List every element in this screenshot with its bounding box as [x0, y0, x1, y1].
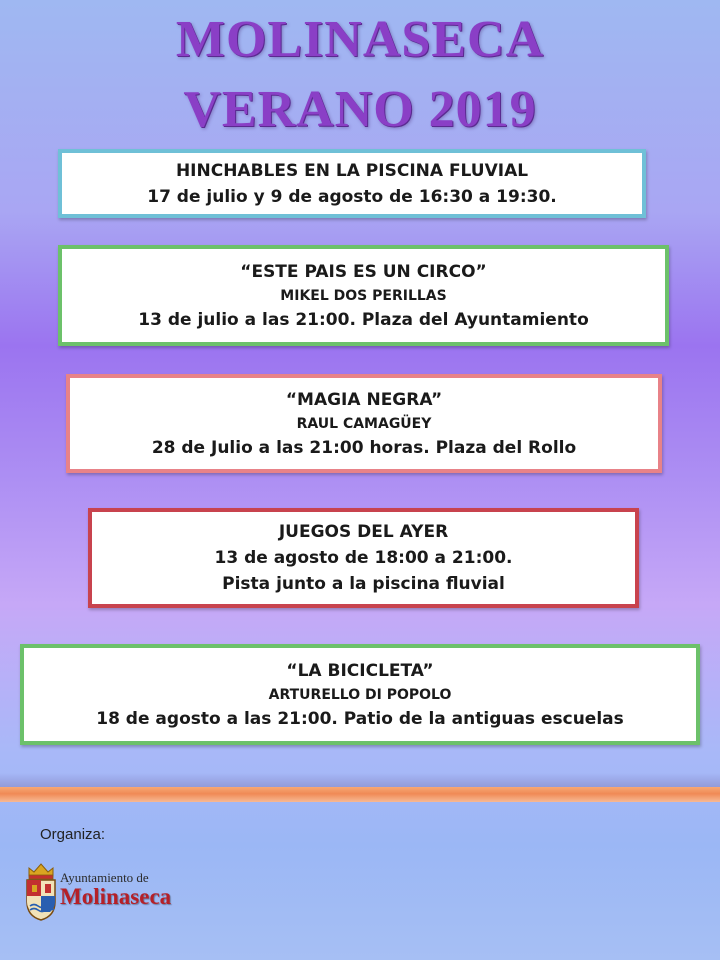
event-title: HINCHABLES EN LA PISCINA FLUVIAL [175, 160, 529, 181]
title-line-1: MOLINASECA [175, 11, 545, 68]
event-card-bicicleta [20, 644, 700, 745]
event-card-magia-negra [66, 374, 662, 473]
event-date: 13 de julio a las 21:00. Plaza del Ayuntamiento [138, 309, 589, 330]
event-date: 18 de agosto a las 21:00. Patio de la antiguas escuelas [96, 708, 624, 729]
event-card-hinchables [58, 149, 646, 218]
logo-big-text: Molinaseca [60, 884, 172, 909]
event-performer: ARTURELLO DI POPOLO [268, 686, 452, 703]
organiza-label: Organiza: [40, 826, 106, 843]
event-card-circo [58, 245, 669, 346]
event-title: “LA BICICLETA” [286, 660, 434, 681]
event-date: 13 de agosto de 18:00 a 21:00. [214, 548, 513, 568]
logo-small-text: Ayuntamiento de [60, 870, 149, 885]
event-date: 17 de julio y 9 de agosto de 16:30 a 19:30. [147, 186, 557, 207]
event-date: 28 de Julio a las 21:00 horas. Plaza del Rollo [151, 437, 577, 458]
event-title: “ESTE PAIS ES UN CIRCO” [240, 261, 487, 282]
event-performer: MIKEL DOS PERILLAS [280, 287, 447, 304]
divider-stripe [0, 787, 720, 802]
event-location: Pista junto a la piscina fluvial [222, 574, 505, 594]
event-title: JUEGOS DEL AYER [278, 522, 449, 542]
event-performer: RAUL CAMAGÜEY [296, 415, 432, 432]
ayuntamiento-logo [24, 862, 224, 924]
event-title: “MAGIA NEGRA” [285, 389, 443, 410]
coat-of-arms-icon [24, 862, 58, 922]
title-line-2: VERANO 2019 [183, 81, 537, 138]
event-card-juegos [88, 508, 639, 608]
